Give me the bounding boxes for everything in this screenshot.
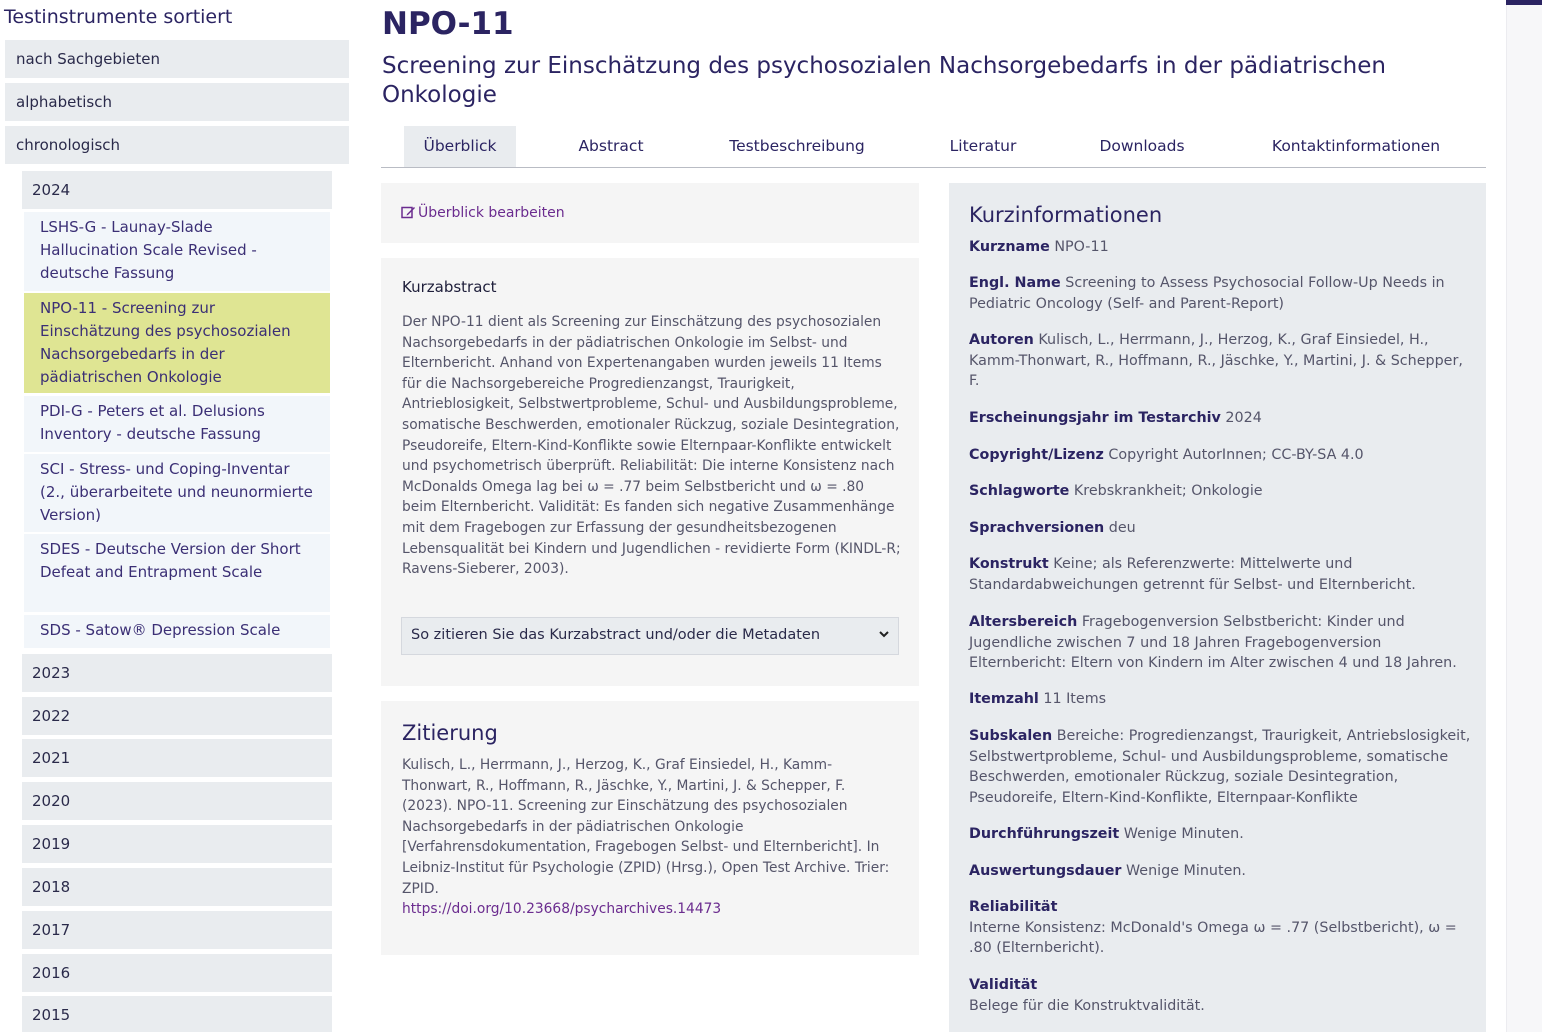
edit-overview-link[interactable] [401,205,565,221]
tab-downloads[interactable]: Downloads [1099,137,1185,155]
kurzinformationen-panel [949,183,1486,1032]
info-kurzname: Kurzname NPO-11 [969,239,1109,255]
info-reliabilitaet: Reliabilität Interne Konsistenz: McDonald's Omega ω = .77 (Selbstbericht), ω = .80 (Elternbericht). [969,899,1457,957]
info-itemzahl: Itemzahl 11 Items [969,691,1107,707]
test-item-lshs-g[interactable]: LSHS-G - Launay-Slade Hallucination Scale Revised - deutsche Fassung [24,212,330,291]
kurzabstract-card [381,258,919,686]
page-title: NPO-11 [382,6,514,42]
info-engl-name: Engl. Name Screening to Assess Psychosocial Follow-Up Needs in Pediatric Oncology (Self- and Parent-Report) [969,275,1445,312]
info-auswertungsdauer: Auswertungsdauer Wenige Minuten. [969,863,1246,879]
page-scroll-area[interactable] [1506,0,1542,1032]
info-schlagworte: Schlagworte Krebskrankheit; Onkologie [969,483,1263,499]
year-item-2022[interactable]: 2022 [22,697,332,735]
sidebar-item-nach-sachgebieten[interactable]: nach Sachgebieten [5,40,349,78]
test-item-sds[interactable]: SDS - Satow® Depression Scale [24,615,330,648]
year-item-2016[interactable]: 2016 [22,954,332,992]
citation-select[interactable] [401,617,899,655]
test-item-pdi-g[interactable]: PDI-G - Peters et al. Delusions Inventory - deutsche Fassung [24,396,330,452]
test-item-sci[interactable]: SCI - Stress- und Coping-Inventar (2., überarbeitete und neunormierte Version) [24,454,330,532]
main-content [381,0,1486,1032]
zitierung-heading: Zitierung [402,721,498,745]
sidebar-title: Testinstrumente sortiert [4,6,233,28]
info-validitaet: Validität Belege für die Konstruktvalidität. [969,977,1205,1014]
info-sprachversionen: Sprachversionen deu [969,520,1136,536]
year-item-2020[interactable]: 2020 [22,782,332,820]
zitierung-text [402,755,894,920]
year-item-2015[interactable]: 2015 [22,996,332,1032]
year-item-2021[interactable]: 2021 [22,739,332,777]
sidebar-item-alphabetisch[interactable]: alphabetisch [5,83,349,121]
kurzabstract-text: Der NPO-11 dient als Screening zur Einschätzung des psychosozialen Nachsorgebedarfs in der pädiatrischen Onkologie im Selbst- und Elternbericht. Anhand von Expertenangaben wurden jeweils 11 Items für die Nachsorgebereiche Progredienzangst, Traurigkeit, Antrieblosigkeit, Selbstwertprobleme, Schul- und Ausbildungsprobleme, somatische Beschwerden, emotionaler Rückzug, soziale Desintegration, Pseudoreife, Eltern-Kind-Konflikte sowie Elternpaar-Konflikte entwickelt und psychometrisch überprüft. Reliabilität: Die interne Konsistenz nach McDonalds Omega lag bei ω = .77 beim Selbstbericht und ω = .80 beim Elternbericht. Validität: Es fanden sich negative Zusammenhänge mit dem Fragebogen zur Erfassung der gesundheitsbezogenen Lebensqualität bei Kindern und Jugendlichen - revidierte Form (KINDL-R; Ravens-Sieberer, 2003). [402,314,901,578]
zitierung-card [381,701,919,955]
test-item-sdes[interactable]: SDES - Deutsche Version der Short Defeat and Entrapment Scale [24,534,330,612]
doi-link[interactable]: https://doi.org/10.23668/psycharchives.14473 [402,901,722,918]
citation-select-label: So zitieren Sie das Kurzabstract und/oder die Metadaten [411,627,821,643]
info-altersbereich: Altersbereich Fragebogenversion Selbstbericht: Kinder und Jugendliche zwischen 7 und 18 Jahren Fragebogenversion Elternbericht: Eltern von Kindern im Alter zwischen 4 und 18 Jahren. [969,614,1457,672]
sidebar-item-chronologisch[interactable]: chronologisch [5,126,349,164]
zitierung-body: Kulisch, L., Herrmann, J., Herzog, K., Graf Einsiedel, H., Kamm-Thonwart, R., Hoffmann, R., Jäschke, Y., Martini, J. & Schepper, F. (2023). NPO-11. Screening zur Einschätzung des psychosozialen Nachsorgebedarfs in der pädiatrischen Onkologie [Verfahrensdokumentation, Fragebogen Selbst- und Elternbericht]. In Leibniz-Institut für Psychologie (ZPID) (Hrsg.), Open Test Archive. Trier: ZPID. [402,757,890,897]
kurzinformationen-heading: Kurzinformationen [969,203,1163,227]
info-konstrukt: Konstrukt Keine; als Referenzwerte: Mittelwerte und Standardabweichungen getrennt für Selbst- und Elternbericht. [969,556,1416,593]
tab-ueberblick[interactable]: Überblick [404,126,516,167]
tab-abstract[interactable]: Abstract [578,137,644,155]
info-subskalen: Subskalen Bereiche: Progredienzangst, Traurigkeit, Antriebslosigkeit, Selbstwertprobleme, Schul- und Ausbildungsprobleme, somatische Beschwerden, emotionaler Rückzug, soziale Desintegration, Pseudoreife, Eltern-Kind-Konflikte, Elternpaar-Konflikte [969,728,1471,806]
tab-bar [381,126,1486,168]
test-item-npo-11[interactable]: NPO-11 - Screening zur Einschätzung des psychosozialen Nachsorgebedarfs in der pädiatrischen Onkologie [24,293,330,393]
info-durchfuehrungszeit: Durchführungszeit Wenige Minuten. [969,826,1244,842]
edit-overview-label: Überblick bearbeiten [418,205,565,221]
info-copyright: Copyright/Lizenz Copyright AutorInnen; CC-BY-SA 4.0 [969,447,1364,463]
tab-literatur[interactable]: Literatur [949,137,1017,155]
info-erscheinungsjahr: Erscheinungsjahr im Testarchiv 2024 [969,410,1262,426]
tab-testbeschreibung[interactable]: Testbeschreibung [729,137,865,155]
top-accent-bar [1506,0,1542,5]
sidebar [0,0,352,1032]
chevron-down-icon [878,628,890,640]
edit-icon [401,205,416,219]
year-item-2017[interactable]: 2017 [22,911,332,949]
year-item-2024[interactable]: 2024 [22,171,332,209]
tab-kontaktinformationen[interactable]: Kontaktinformationen [1271,137,1441,155]
kurzabstract-heading: Kurzabstract [402,278,497,296]
year-item-2018[interactable]: 2018 [22,868,332,906]
info-autoren: Autoren Kulisch, L., Herrmann, J., Herzog, K., Graf Einsiedel, H., Kamm-Thonwart, R., Hoffmann, R., Jäschke, Y., Martini, J. & Schepper, F. [969,332,1463,390]
year-item-2023[interactable]: 2023 [22,654,332,692]
year-item-2019[interactable]: 2019 [22,825,332,863]
page-subtitle: Screening zur Einschätzung des psychosozialen Nachsorgebedarfs in der pädiatrischen Onkologie [382,53,1386,108]
edit-card [381,183,919,243]
